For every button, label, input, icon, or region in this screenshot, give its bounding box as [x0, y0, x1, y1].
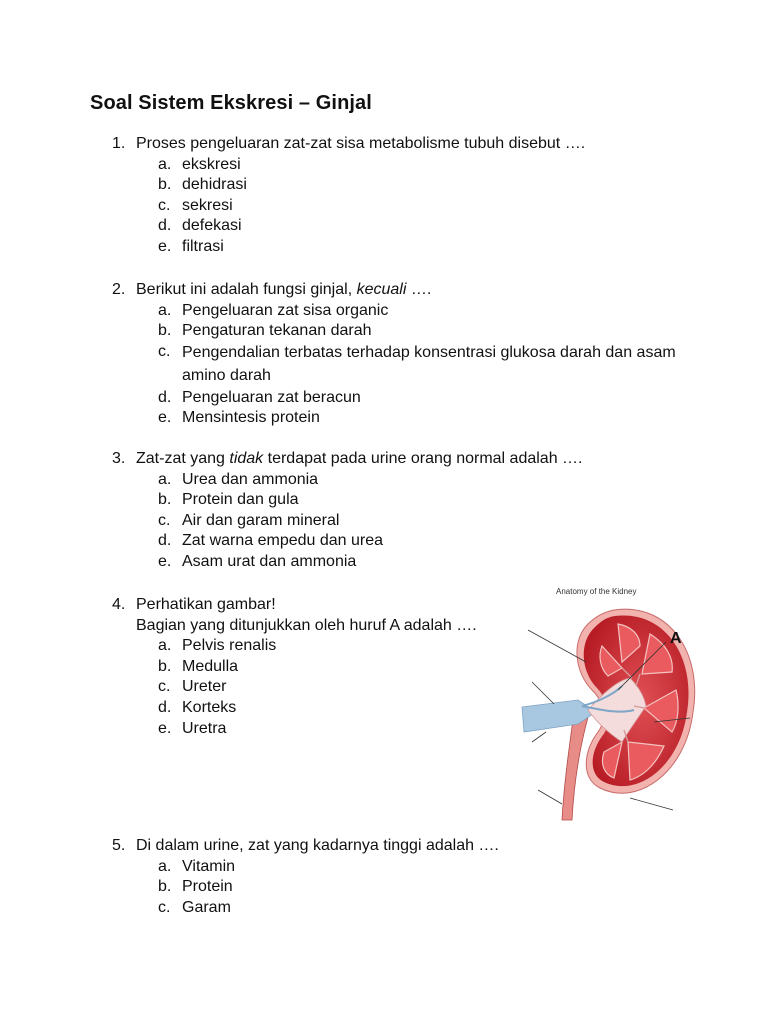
- option-text: Medulla: [182, 657, 239, 675]
- option-a: [158, 636, 477, 657]
- option-a: [158, 155, 585, 176]
- option-c: [158, 677, 477, 698]
- option-text: filtrasi: [182, 237, 224, 255]
- option-b: [158, 490, 583, 511]
- option-letter: d.: [158, 217, 172, 235]
- option-letter: d.: [158, 388, 172, 406]
- page-title: Soal Sistem Ekskresi – Ginjal: [90, 92, 372, 114]
- question-number: 2.: [112, 281, 126, 298]
- emphasis-word: tidak: [229, 450, 264, 467]
- option-letter: b.: [158, 878, 172, 896]
- question-text: Zat-zat yang tidak terdapat pada urine orang normal adalah ….: [136, 450, 583, 467]
- question-number: 4.: [112, 596, 126, 613]
- option-text: defekasi: [182, 217, 242, 235]
- option-letter: d.: [158, 532, 172, 550]
- option-b: [158, 175, 585, 196]
- option-letter: a.: [158, 301, 172, 319]
- question-4: [112, 595, 477, 739]
- option-d: [158, 531, 583, 552]
- option-letter: a.: [158, 470, 172, 488]
- question-text: Di dalam urine, zat yang kadarnya tinggi adalah ….: [136, 837, 499, 854]
- question-number: 3.: [112, 450, 126, 467]
- option-c: [158, 196, 585, 217]
- option-text: Pengeluaran zat sisa organic: [182, 301, 389, 319]
- option-b: [158, 321, 682, 342]
- option-letter: b.: [158, 491, 172, 509]
- option-letter: c.: [158, 196, 171, 214]
- option-a: [158, 857, 499, 878]
- option-text: Pelvis renalis: [182, 637, 277, 655]
- option-text: Garam: [182, 898, 231, 916]
- question-3: [112, 449, 583, 573]
- question-subtext: Bagian yang ditunjukkan oleh huruf A adalah ….: [136, 616, 477, 634]
- kidney-figure: [518, 582, 720, 822]
- options-list: [112, 857, 499, 919]
- question-number: 1.: [112, 135, 126, 152]
- emphasis-word: kecuali: [356, 281, 407, 298]
- option-c: [158, 511, 583, 532]
- option-letter: e.: [158, 719, 172, 737]
- option-e: [158, 719, 477, 740]
- option-e: [158, 237, 585, 258]
- question-1: [112, 134, 585, 258]
- option-letter: b.: [158, 176, 172, 194]
- option-text: dehidrasi: [182, 176, 247, 194]
- options-list: [112, 470, 583, 573]
- option-b: [158, 657, 477, 678]
- options-list: [112, 155, 585, 258]
- option-text: Vitamin: [182, 857, 236, 875]
- option-text: Zat warna empedu dan urea: [182, 532, 384, 550]
- option-c: [158, 898, 499, 919]
- question-number: 5.: [112, 837, 126, 854]
- kidney-icon: [518, 582, 720, 822]
- option-b: [158, 877, 499, 898]
- option-letter: a.: [158, 637, 172, 655]
- option-a: [158, 301, 682, 322]
- option-text: Pengendalian terbatas terhadap konsentrasi glukosa darah dan asam amino darah: [182, 343, 676, 385]
- option-d: [158, 216, 585, 237]
- options-list: [112, 636, 477, 739]
- question-text: Perhatikan gambar!: [136, 596, 276, 613]
- figure-caption: Anatomy of the Kidney: [556, 587, 637, 596]
- option-e: [158, 552, 583, 573]
- option-a: [158, 470, 583, 491]
- option-text: Urea dan ammonia: [182, 470, 319, 488]
- option-text: Korteks: [182, 698, 237, 716]
- option-letter: c.: [158, 898, 171, 916]
- figure-label-a: A: [670, 630, 682, 647]
- option-c: [158, 342, 682, 388]
- option-letter: c.: [158, 511, 171, 529]
- question-5: [112, 836, 499, 918]
- option-letter: b.: [158, 657, 172, 675]
- option-letter: e.: [158, 552, 172, 570]
- option-text: Asam urat dan ammonia: [182, 552, 357, 570]
- option-text: Air dan garam mineral: [182, 511, 340, 529]
- option-letter: e.: [158, 237, 172, 255]
- option-text: Uretra: [182, 719, 227, 737]
- option-text: Pengaturan tekanan darah: [182, 322, 372, 340]
- question-2: [112, 280, 682, 429]
- option-text: Pengeluaran zat beracun: [182, 388, 361, 406]
- option-d: [158, 698, 477, 719]
- option-letter: c.: [158, 678, 171, 696]
- option-letter: a.: [158, 155, 172, 173]
- option-text: Ureter: [182, 678, 227, 696]
- options-list: [112, 301, 682, 429]
- option-d: [158, 388, 682, 409]
- option-text: sekresi: [182, 196, 233, 214]
- option-text: Protein dan gula: [182, 491, 299, 509]
- option-letter: a.: [158, 857, 172, 875]
- option-letter: d.: [158, 698, 172, 716]
- option-text: ekskresi: [182, 155, 241, 173]
- option-letter: e.: [158, 409, 172, 427]
- option-letter: c.: [158, 342, 171, 360]
- option-text: Mensintesis protein: [182, 409, 320, 427]
- question-text: Proses pengeluaran zat-zat sisa metabolisme tubuh disebut ….: [136, 135, 586, 152]
- question-text: Berikut ini adalah fungsi ginjal, kecuali ….: [136, 281, 432, 298]
- option-text: Protein: [182, 878, 233, 896]
- option-letter: b.: [158, 322, 172, 340]
- option-e: [158, 408, 682, 429]
